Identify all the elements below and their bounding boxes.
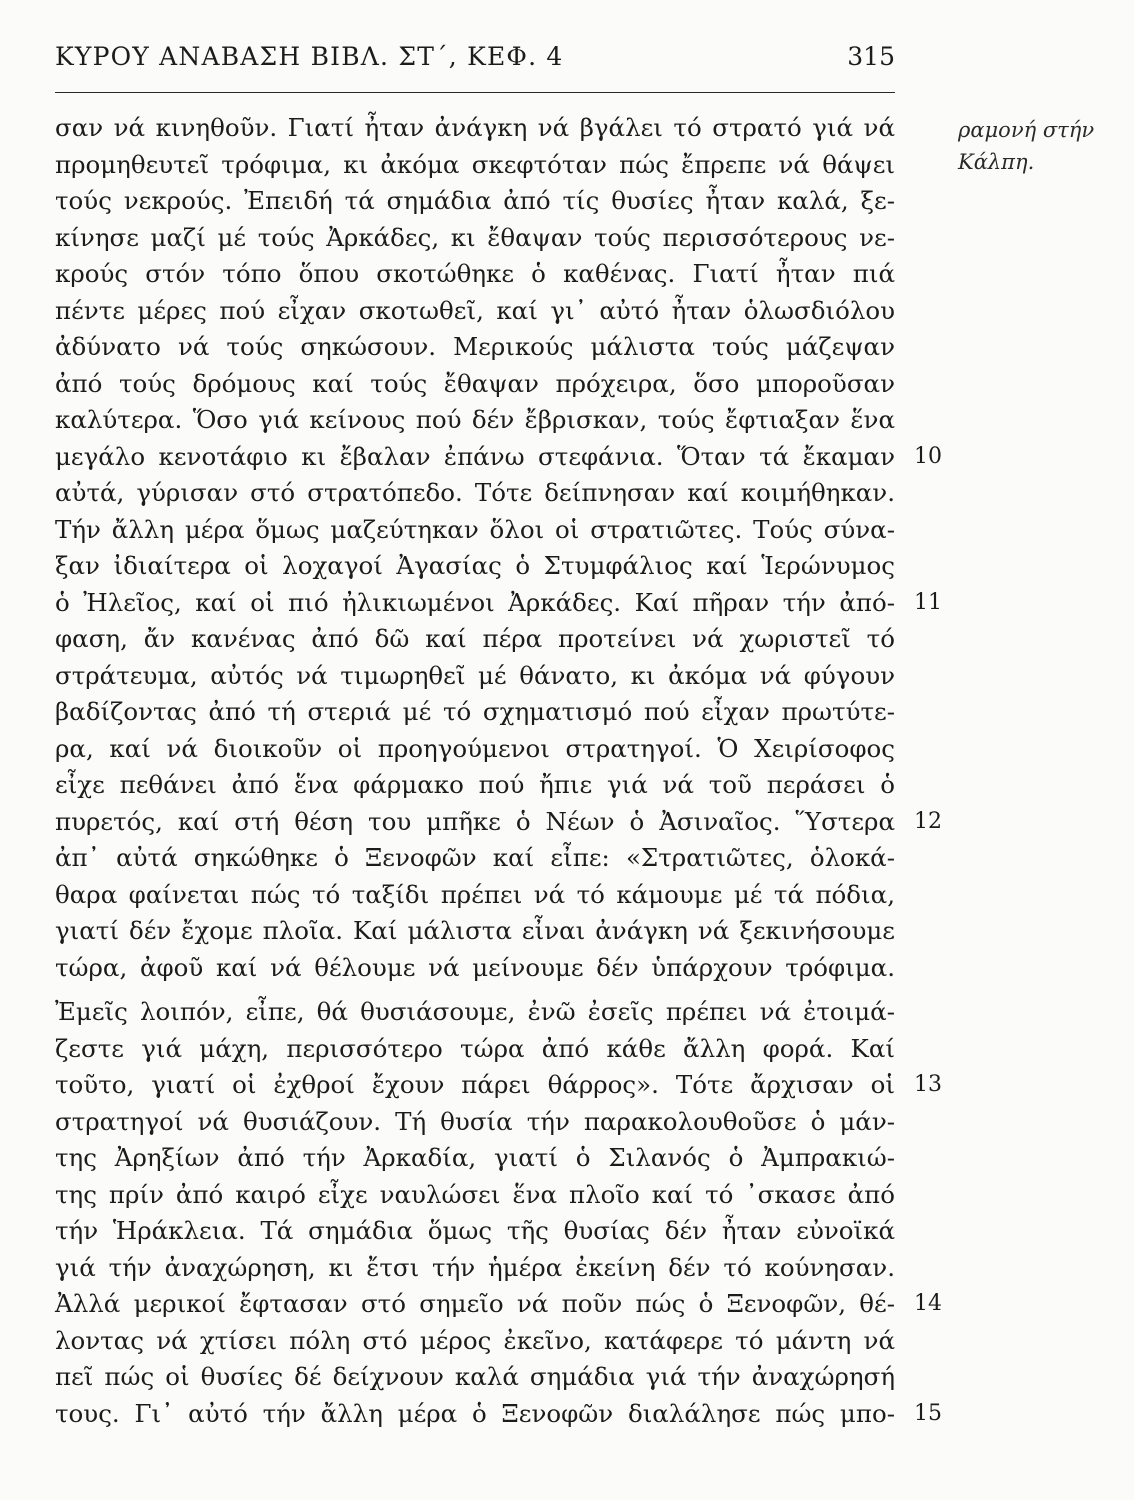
text-line: θαρα φαίνεται πώς τό ταξίδι πρέπει νά τό κάμουμε μέ τά πόδια, (55, 879, 895, 909)
text-line: πυρετός, καί στή θέση του μπῆκε ὁ Νέων ὁ Ἀσιναῖος. Ὕστερα (55, 806, 895, 836)
text-line: αὐτά, γύρισαν στό στρατόπεδο. Τότε δείπνησαν καί κοιμήθηκαν. (55, 478, 895, 507)
section-number: 14 (914, 1291, 942, 1316)
text-line: ὁ Ἠλεῖος, καί οἱ πιό ἠλικιωμένοι Ἀρκάδες. Καί πῆραν τήν ἀπό- (55, 587, 895, 617)
text-line: τώρα, ἀφοῦ καί νά θέλουμε νά μείνουμε δέν ὑπάρχουν τρόφιμα. (55, 952, 895, 982)
text-line: της Ἀρηξίων ἀπό τήν Ἀρκαδία, γιατί ὁ Σιλανός ὁ Ἀμπρακιώ- (55, 1143, 895, 1172)
text-line: σαν νά κινηθοῦν. Γιατί ἦταν ἀνάγκη νά βγάλει τό στρατό γιά νά (55, 113, 895, 142)
running-header (55, 40, 895, 80)
text-line: μεγάλο κενοτάφιο κι ἔβαλαν ἐπάνω στεφάνια. Ὅταν τά ἔκαμαν (55, 441, 895, 471)
text-line: κρούς στόν τόπο ὅπου σκοτώθηκε ὁ καθένας. Γιατί ἦταν πιά (55, 259, 895, 288)
text-line: προμηθευτεῖ τρόφιμα, κι ἀκόμα σκεφτόταν πώς ἔπρεπε νά θάψει (55, 149, 895, 179)
marginal-note-line: ραμονή στήν (958, 118, 1095, 142)
text-line: πεῖ πώς οἱ θυσίες δέ δείχνουν καλά σημάδια γιά τήν ἀναχώρησή (55, 1362, 895, 1391)
marginal-note-line: Κάλπη. (958, 150, 1035, 174)
text-line: τοῦτο, γιατί οἱ ἐχθροί ἔχουν πάρει θάρρος». Τότε ἄρχισαν οἱ (55, 1070, 895, 1099)
text-line: τους. Γι᾿ αὐτό τήν ἄλλη μέρα ὁ Ξενοφῶν διαλάλησε πώς μπο- (55, 1398, 895, 1428)
section-number: 10 (914, 443, 942, 469)
text-line: ρα, καί νά διοικοῦν οἱ προηγούμενοι στρατηγοί. Ὁ Χειρίσοφος (55, 733, 895, 763)
page-number: 315 (847, 42, 895, 71)
text-line: της πρίν ἀπό καιρό εἶχε ναυλώσει ἕνα πλοῖο καί τό ᾽σκασε ἀπό (55, 1179, 895, 1209)
text-line: ξαν ἰδιαίτερα οἱ λοχαγοί Ἀγασίας ὁ Στυμφάλιος καί Ἱερώνυμος (55, 551, 895, 580)
body-text (55, 110, 895, 1432)
text-line: τούς νεκρούς. Ἐπειδή τά σημάδια ἀπό τίς θυσίες ἦταν καλά, ξε- (55, 186, 895, 215)
text-line: γιατί δέν ἔχομε πλοῖα. Καί μάλιστα εἶναι ἀνάγκη νά ξεκινήσουμε (55, 916, 895, 945)
text-line: γιά τήν ἀναχώρηση, κι ἔτσι τήν ἡμέρα ἐκείνη δέν τό κούνησαν. (55, 1252, 895, 1282)
text-line: Τήν ἄλλη μέρα ὅμως μαζεύτηκαν ὅλοι οἱ στρατιῶτες. Τούς σύνα- (55, 514, 895, 544)
section-number: 13 (914, 1072, 942, 1097)
text-line: ἀπ᾿ αὐτά σηκώθηκε ὁ Ξενοφῶν καί εἶπε: «Στρατιῶτες, ὁλοκά- (55, 843, 895, 872)
text-line: λοντας νά χτίσει πόλη στό μέρος ἐκεῖνο, κατάφερε τό μάντη νά (55, 1325, 895, 1355)
running-title: ΚΥΡΟΥ ΑΝΑΒΑΣΗ ΒΙΒΛ. ΣΤ΄, ΚΕΦ. 4 (55, 42, 564, 71)
text-line: κίνησε μαζί μέ τούς Ἀρκάδες, κι ἔθαψαν τούς περισσότερους νε- (55, 222, 895, 252)
text-line: στρατηγοί νά θυσιάζουν. Τή θυσία τήν παρακολουθοῦσε ὁ μάν- (55, 1106, 895, 1136)
text-line: Ἐμεῖς λοιπόν, εἶπε, θά θυσιάσουμε, ἐνῶ ἐσεῖς πρέπει νά ἐτοιμά- (55, 997, 895, 1026)
section-number: 15 (914, 1400, 942, 1426)
text-line: καλύτερα. Ὅσο γιά κείνους πού δέν ἔβρισκαν, τούς ἔφτιαξαν ἕνα (55, 405, 895, 434)
header-rule (55, 92, 895, 93)
section-number: 11 (914, 589, 942, 615)
text-line: πέντε μέρες πού εἶχαν σκοτωθεῖ, καί γι᾿ αὐτό ἦταν ὁλωσδιόλου (55, 295, 895, 325)
text-line: στράτευμα, αὐτός νά τιμωρηθεῖ μέ θάνατο, κι ἀκόμα νά φύγουν (55, 660, 895, 690)
marginal-note (958, 114, 1128, 178)
text-line: ἀδύνατο νά τούς σηκώσουν. Μερικούς μάλιστα τούς μάζεψαν (55, 332, 895, 361)
text-line: εἶχε πεθάνει ἀπό ἕνα φάρμακο πού ἤπιε γιά νά τοῦ περάσει ὁ (55, 770, 895, 799)
text-line: ζεστε γιά μάχη, περισσότερο τώρα ἀπό κάθε ἄλλη φορά. Καί (55, 1033, 895, 1063)
text-line: Ἀλλά μερικοί ἔφτασαν στό σημεῖο νά ποῦν πώς ὁ Ξενοφῶν, θέ- (55, 1289, 895, 1318)
text-line: βαδίζοντας ἀπό τή στεριά μέ τό σχηματισμό πού εἶχαν πρωτύτε- (55, 697, 895, 726)
section-number: 12 (914, 808, 942, 834)
text-line: ἀπό τούς δρόμους καί τούς ἔθαψαν πρόχειρα, ὅσο μποροῦσαν (55, 368, 895, 398)
text-line: φαση, ἄν κανένας ἀπό δῶ καί πέρα προτείνει νά χωριστεῖ τό (55, 624, 895, 653)
text-line: τήν Ἡράκλεια. Τά σημάδια ὅμως τῆς θυσίας δέν ἦταν εὐνοϊκά (55, 1216, 895, 1245)
